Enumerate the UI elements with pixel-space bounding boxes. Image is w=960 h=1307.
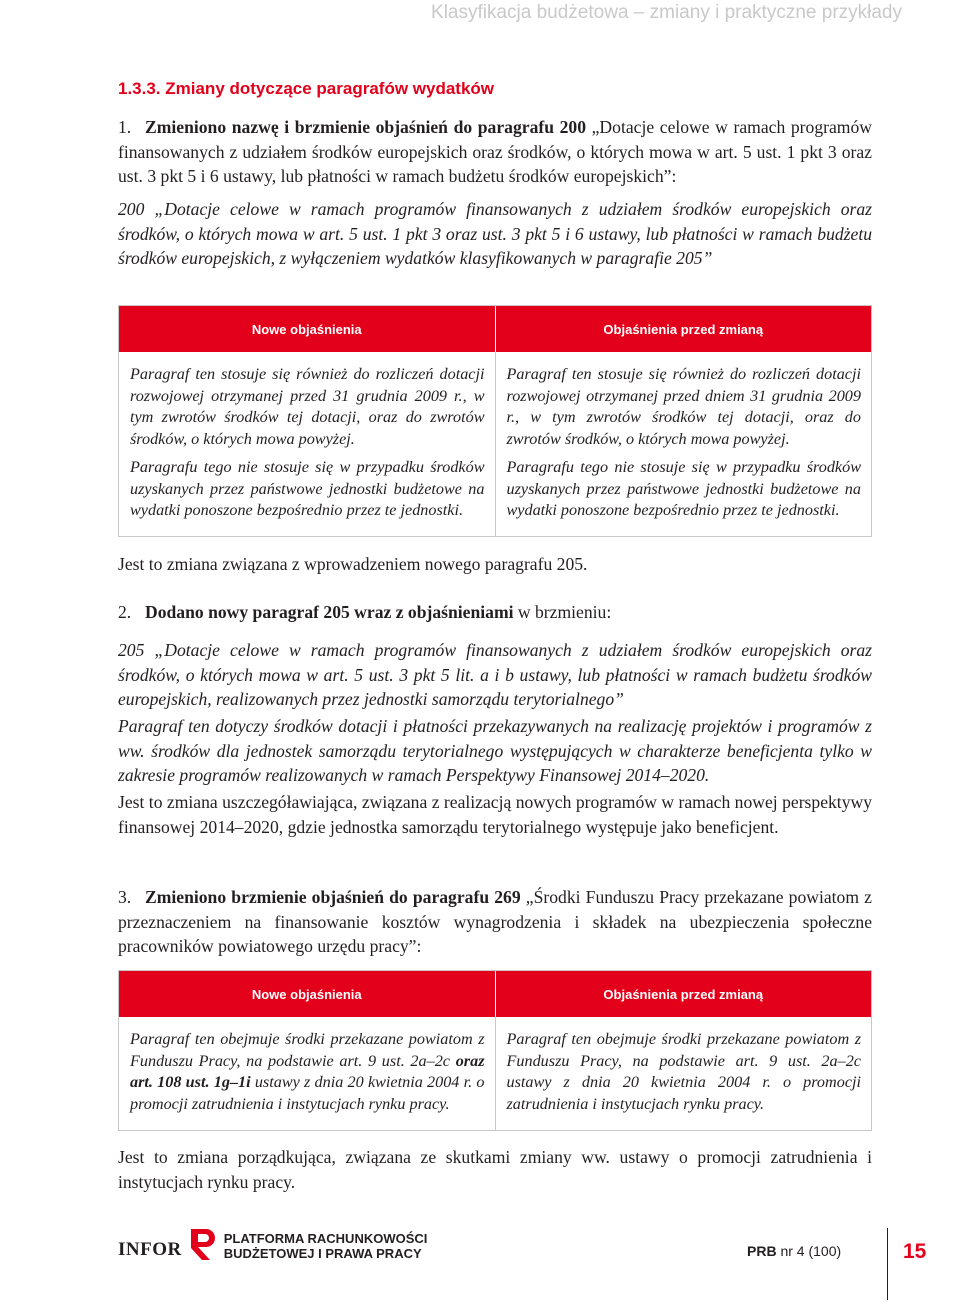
item-text: „Środki Funduszu Pracy przekazane powiatom z przeznaczeniem na finansowanie kosztów wynagrodzenia i składek na ubezpieczenia społeczne pracowników powiatowego urzędu pracy”: [118,887,872,956]
item-heading: Dodano nowy paragraf 205 wraz z objaśnieniami [145,602,514,622]
note-1: Jest to zmiana związana z wprowadzeniem nowego paragrafu 205. [118,554,588,574]
cell-new [119,1017,495,1130]
platform-line-1: PLATFORMA RACHUNKOWOŚCI [223,1231,428,1246]
platform-logo-icon [188,1227,218,1261]
item-1 [118,115,872,189]
table-header [119,971,871,1017]
item-number: 1. [118,117,132,137]
cell-paragraph [130,1029,485,1116]
infor-logo-text: INFOR [118,1239,182,1260]
table-row [119,1017,871,1130]
journal-name: PRB [747,1243,777,1259]
item-text: w brzmieniu: [513,602,612,622]
footer-divider [887,1228,888,1300]
paragraph-200-quote: 200 „Dotacje celowe w ramach programów finansowanych z udziałem środków europejskich oraz środków, o których mowa w art. 5 ust. 1 pkt 3 oraz ust. 3 pkt 5 i 6 ustawy, lub płatności w ramach budżetu środków europejskich, z wyłączeniem wydatków klasyfikowanych w paragrafie 205” [118,199,872,268]
paragraph-205-explanation: Paragraf ten dotyczy środków dotacji i płatności przekazywanych na realizację projektów i programów z ww. środków dla jednostek samorządu terytorialnego występujących w charakterze beneficjenta tylko w zakresie programów realizowanych w ramach Perspektywy Finansowej 2014–2020. [118,716,872,785]
cell-paragraph: Paragrafu tego nie stosuje się w przypadku środków uzyskanych przez państwowe jednostki budżetowe na wydatki ponoszone bezpośrednio przez te jednostki. [506,457,861,520]
cell-old [495,352,872,536]
item-heading: Zmieniono brzmienie objaśnień do paragrafu 269 [145,887,521,907]
table-header [119,306,871,352]
cell-new [119,352,495,536]
running-header: Klasyfikacja budżetowa – zmiany i praktyczne przykłady [431,2,902,23]
platform-line-2: BUDŻETOWEJ I PRAWA PRACY [223,1246,422,1261]
section-title: 1.3.3. Zmiany dotyczące paragrafów wydatków [118,79,495,98]
page-number: 15 [903,1240,927,1263]
cell-text: ustawy z dnia 20 kwietnia 2004 r. o promocji zatrudnienia i instytucjach rynku pracy. [130,1073,485,1114]
header-new-explanations: Nowe objaśnienia [119,971,495,1017]
note-2: Jest to zmiana uszczegóławiająca, związana z realizacją nowych programów w ramach nowej perspektywy finansowej 2014–2020, gdzie jednostka samorządu terytorialnego występuje jako beneficjent. [118,792,872,837]
issue-number: nr 4 (100) [780,1243,842,1259]
header-new-explanations: Nowe objaśnienia [119,306,495,352]
note-3: Jest to zmiana porządkująca, związana ze skutkami zmiany ww. ustawy o promocji zatrudnienia i instytucjach rynku pracy. [118,1147,872,1192]
item-number: 3. [118,887,132,907]
item-text: „Dotacje celowe w ramach programów finansowanych z udziałem środków europejskich oraz środków, o których mowa w art. 5 ust. 1 pkt 3 oraz ust. 3 pkt 5 i 6 ustawy, lub płatności w ramach budżetu środków europejskich”: [118,117,872,186]
comparison-table-1 [118,305,872,537]
header-old-explanations: Objaśnienia przed zmianą [495,971,872,1017]
item-2 [118,600,872,625]
cell-paragraph: Paragraf ten stosuje się również do rozliczeń dotacji rozwojowej otrzymanej przed 31 grudnia 2009 r., w tym zwrotów środków tej dotacji, oraz do zwrotów środków, o których mowa powyżej. [130,365,485,449]
item-3 [118,885,872,959]
platform-name [224,1231,428,1261]
item-heading: Zmieniono nazwę i brzmienie objaśnień do paragrafu 200 [145,117,587,137]
cell-text: Paragraf ten obejmuje środki przekazane powiatom z Funduszu Pracy, na podstawie art. 9 ust. 2a–2c [130,1030,485,1070]
issue-label [747,1243,841,1259]
cell-paragraph: Paragraf ten obejmuje środki przekazane powiatom z Funduszu Pracy, na podstawie art. 9 ust. 2a–2c ustawy z dnia 20 kwietnia 2004 r. o promocji zatrudnienia i instytucjach rynku pracy. [506,1030,861,1114]
table-row [119,352,871,536]
header-old-explanations: Objaśnienia przed zmianą [495,306,872,352]
publisher-logo [118,1227,427,1261]
item-number: 2. [118,602,132,622]
cell-paragraph: Paragraf ten stosuje się również do rozliczeń dotacji rozwojowej otrzymanej przed dniem 31 grudnia 2009 r., w tym zwrotów środków tej dotacji, oraz do zwrotów środków, o których mowa powyżej. [506,365,861,449]
comparison-table-2 [118,970,872,1131]
cell-paragraph: Paragrafu tego nie stosuje się w przypadku środków uzyskanych przez państwowe jednostki budżetowe na wydatki ponoszone bezpośrednio przez te jednostki. [130,457,485,520]
cell-old [495,1017,872,1130]
paragraph-205-quote: 205 „Dotacje celowe w ramach programów finansowanych z udziałem środków europejskich oraz środków, o których mowa w art. 5 ust. 3 pkt 5 lit. a i b ustawy, lub płatności w ramach budżetu środków europejskich, realizowanych przez jednostki samorządu terytorialnego” [118,640,872,709]
cell-text-bold: oraz art. 108 ust. 1g–1i [130,1051,485,1092]
